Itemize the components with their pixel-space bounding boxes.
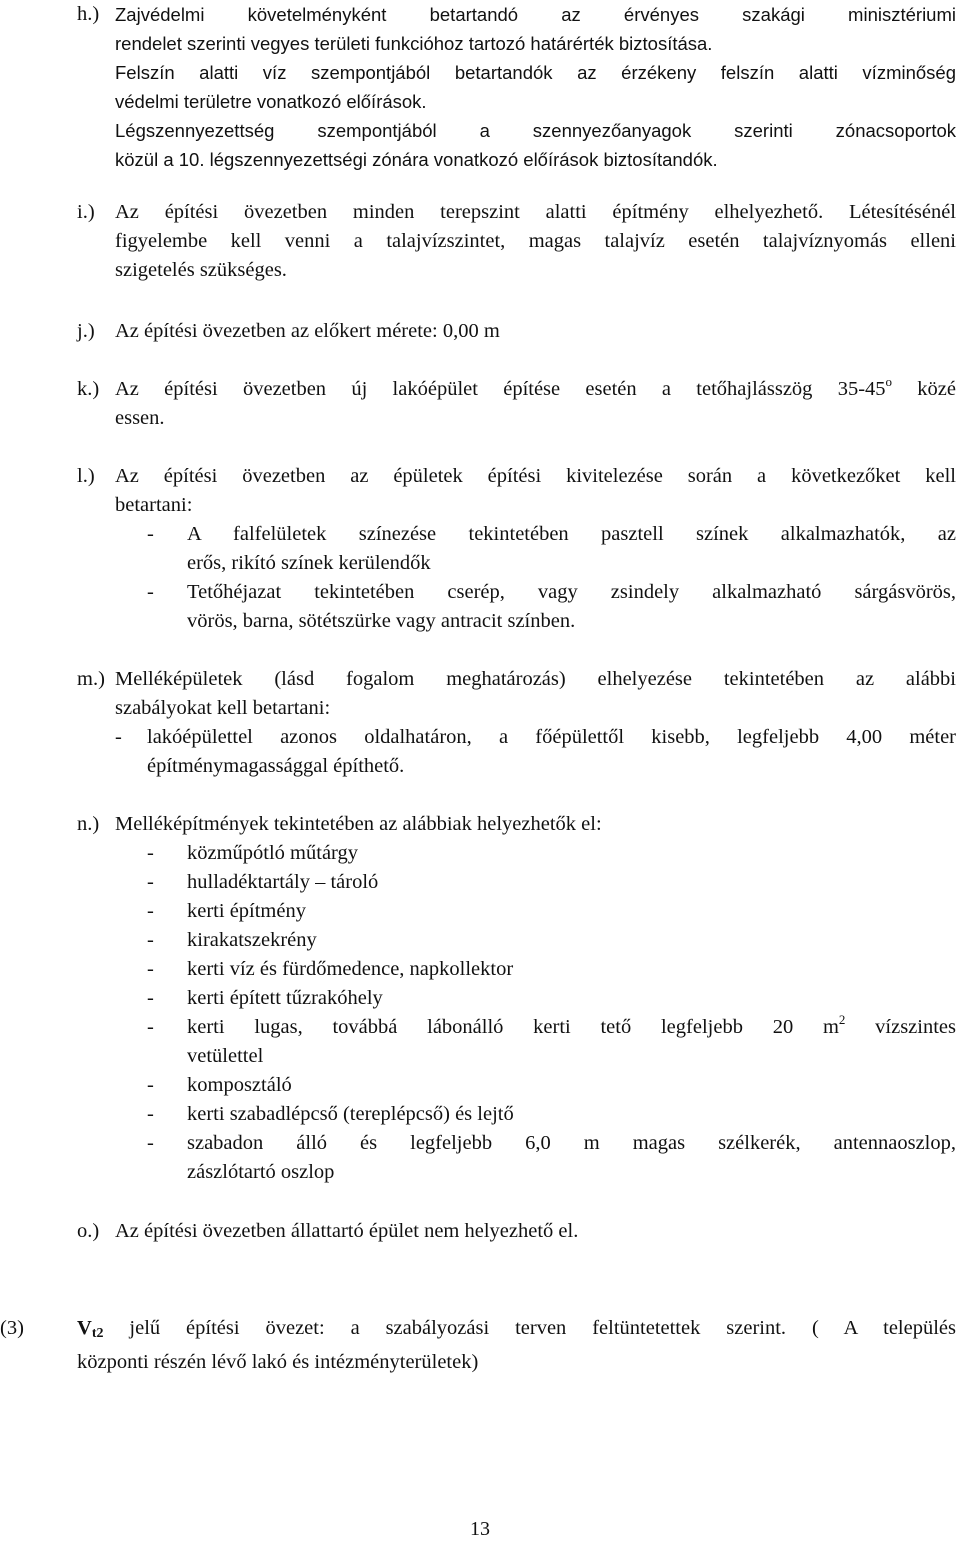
list-item-text <box>187 520 956 578</box>
section-label: k.) <box>77 378 100 400</box>
dash-marker: - <box>147 581 154 603</box>
list-item-text <box>187 578 956 636</box>
text-line: figyelembe kell venni a talajvízszintet, magas talajvíz esetén talajvíznyomás elleni <box>115 230 956 252</box>
section-text: Az építési övezetben állattartó épület nem helyezhető el. <box>115 1220 579 1242</box>
text-line: közül a 10. légszennyezettségi zónára vonatkozó előírások biztosítandók. <box>115 149 718 170</box>
text-line: védelmi területre vonatkozó előírások. <box>115 91 427 112</box>
text-line: kerti lugas, továbbá lábonálló kerti tető legfeljebb 20 $m^2$ vízszintes <box>187 1012 957 1038</box>
text-line: rendelet szerinti vegyes területi funkcióhoz tartozó határérték biztosítása. <box>115 33 713 54</box>
dash-marker: - <box>147 871 154 893</box>
list-item-text: kerti épített tűzrakóhely <box>187 987 383 1009</box>
dash-marker: - <box>115 726 122 748</box>
list-item-text: komposztáló <box>187 1074 292 1096</box>
section-label: l.) <box>77 465 95 487</box>
section-label: m.) <box>77 668 105 690</box>
list-item-text: kerti szabadlépcső (tereplépcső) és lejtő <box>187 1103 514 1125</box>
text-line: Az építési övezetben új lakóépület építése esetén a tetőhajlásszög 35-45$^o$ közé <box>115 374 957 400</box>
page-number: 13 <box>470 1518 490 1540</box>
paragraph-number: (3) <box>0 1317 24 1339</box>
dash-marker: - <box>147 900 154 922</box>
text-line: szabályokat kell betartani: <box>115 697 331 719</box>
text-line: betartani: <box>115 494 193 516</box>
text-line: szabadon álló és legfeljebb 6,0 m magas szélkerék, antennaoszlop, <box>187 1132 956 1154</box>
text-line: A falfelületek színezése tekintetében pasztell színek alkalmazhatók, az <box>187 523 956 545</box>
list-item-text: kerti építmény <box>187 900 306 922</box>
zone-code-subscript: t2 <box>91 1326 104 1341</box>
text-line: központi részén lévő lakó és intézményterületek) <box>77 1351 479 1373</box>
section-label: i.) <box>77 201 95 223</box>
section-label: o.) <box>77 1220 100 1242</box>
section-text <box>115 0 956 174</box>
area-superscript: 2 <box>838 1012 846 1027</box>
text-line: Az építési övezetben minden terepszint alatti építmény elhelyezhető. Létesítésénél <box>115 201 956 223</box>
text-line: $V_{t2}$ jelű építési övezet: a szabályozási terven feltüntetettek szerint. ( A település <box>77 1317 956 1341</box>
dash-marker: - <box>147 842 154 864</box>
list-item-text <box>147 723 956 781</box>
text-line: zászlótartó oszlop <box>187 1161 335 1183</box>
text-line: vörös, barna, sötétszürke vagy antracit színben. <box>187 610 576 632</box>
dash-marker: - <box>147 929 154 951</box>
dash-marker: - <box>147 1074 154 1096</box>
section-text: Az építési övezetben az előkert mérete: 0,00 m <box>115 320 500 342</box>
text-line: Légszennyezettség szempontjából a szennyezőanyagok szerinti zónacsoportok <box>115 120 956 141</box>
text-line: építménymagassággal építhető. <box>147 755 405 777</box>
dash-marker: - <box>147 1132 154 1154</box>
text-line: szigetelés szükséges. <box>115 259 287 281</box>
section-label: h.) <box>77 3 100 25</box>
section-text <box>115 462 956 520</box>
list-item-text: hulladéktartály – tároló <box>187 871 379 893</box>
text-line: Felszín alatti víz szempontjából betartandók az érzékeny felszín alatti vízminőség <box>115 62 956 83</box>
text-line: erős, rikító színek kerülendők <box>187 552 431 574</box>
text-line: Zajvédelmi követelményként betartandó az érvényes szakági minisztériumi <box>115 4 956 25</box>
degree-superscript: o <box>885 374 893 389</box>
dash-marker: - <box>147 1016 154 1038</box>
text-line: Melléképületek (lásd fogalom meghatározás) elhelyezése tekintetében az alábbi <box>115 668 956 690</box>
section-label: n.) <box>77 813 100 835</box>
section-text <box>115 665 956 723</box>
dash-marker: - <box>147 987 154 1009</box>
dash-marker: - <box>147 1103 154 1125</box>
paragraph-text <box>77 1314 956 1377</box>
text-line: essen. <box>115 407 165 429</box>
section-label: j.) <box>77 320 95 342</box>
dash-marker: - <box>147 523 154 545</box>
section-text: Melléképítmények tekintetében az alábbiak helyezhetők el: <box>115 813 602 835</box>
list-item-text: közműpótló műtárgy <box>187 842 359 864</box>
list-item-text: kirakatszekrény <box>187 929 317 951</box>
list-item-text: kerti víz és fürdőmedence, napkollektor <box>187 958 514 980</box>
list-item-text <box>187 1129 956 1187</box>
text-line: Az építési övezetben az épületek építési kivitelezése során a következőket kell <box>115 465 956 487</box>
zone-code: V <box>77 1317 92 1339</box>
text-line: lakóépülettel azonos oldalhatáron, a főépülettől kisebb, legfeljebb 4,00 méter <box>147 726 956 748</box>
section-text <box>115 375 956 433</box>
list-item-text <box>187 1013 956 1071</box>
text-line: Tetőhéjazat tekintetében cserép, vagy zsindely alkalmazható sárgásvörös, <box>187 581 956 603</box>
section-text <box>115 198 956 285</box>
dash-marker: - <box>147 958 154 980</box>
text-line: vetülettel <box>187 1045 264 1067</box>
